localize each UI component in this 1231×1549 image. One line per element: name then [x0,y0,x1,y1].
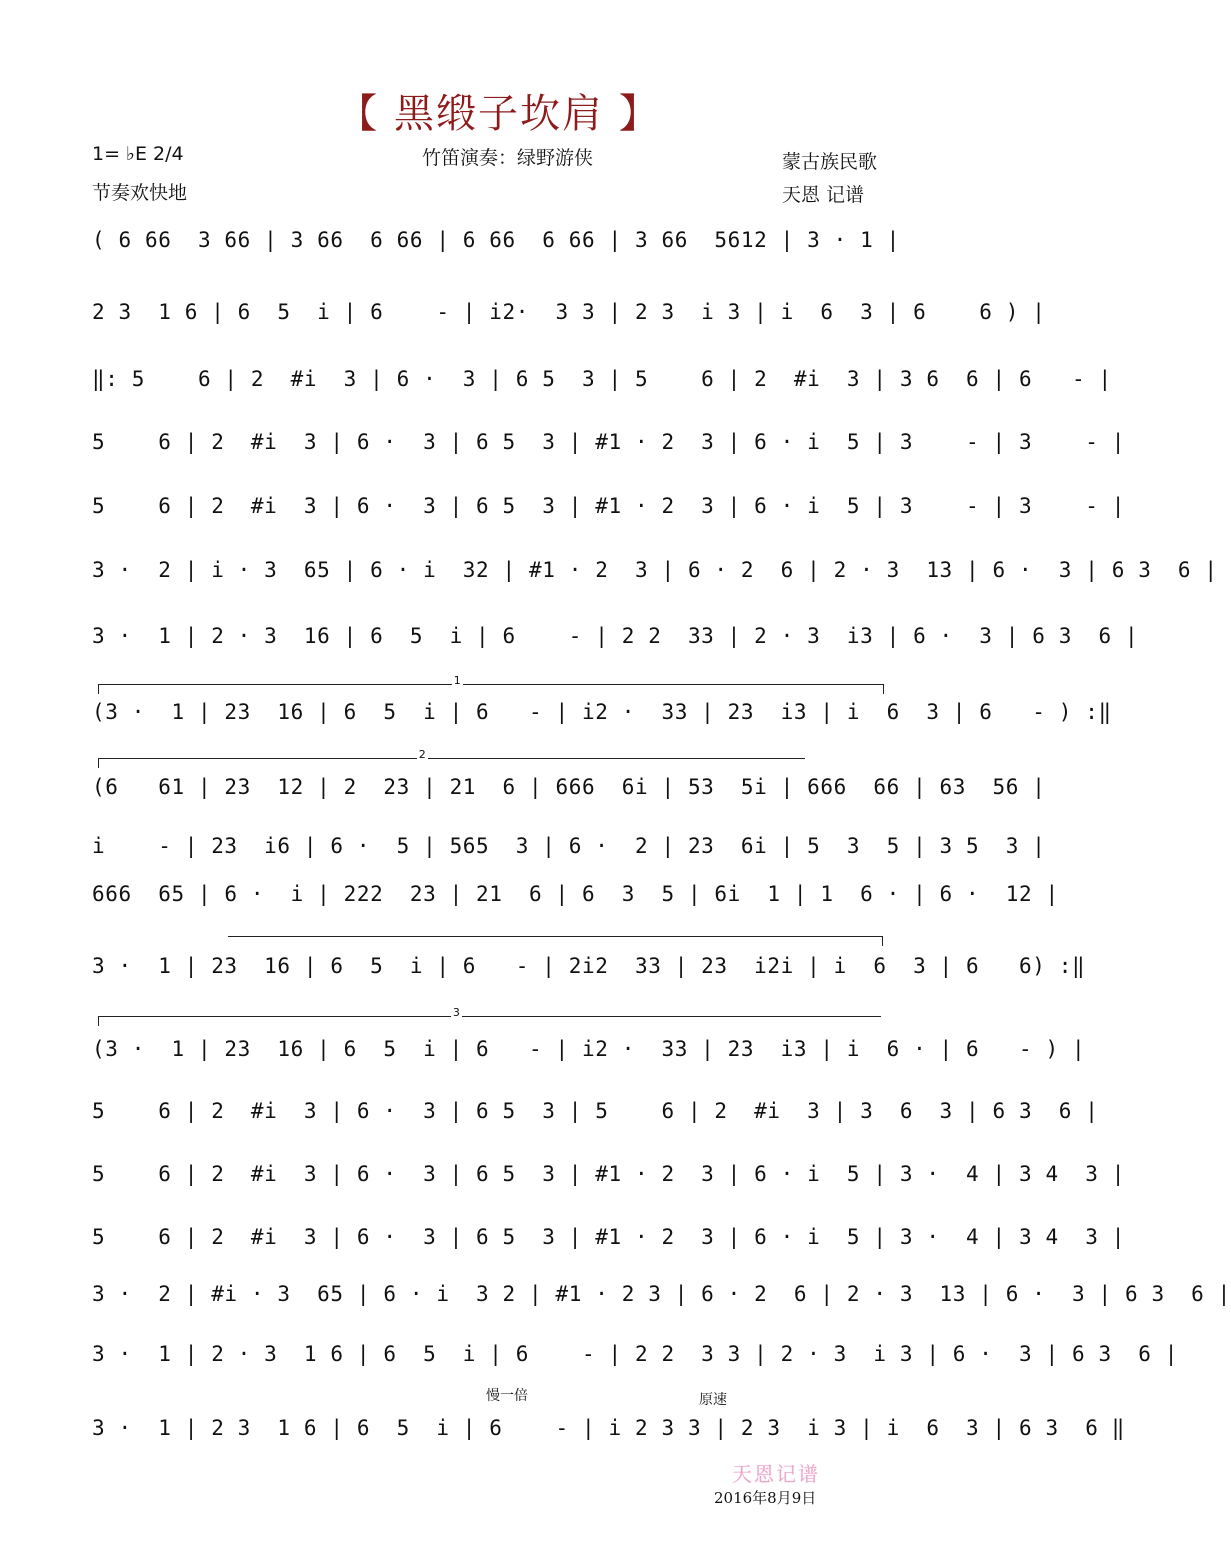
score-line: 3 · 1 | 2 · 3 1 6 | 6 5 i | 6 - | 2 2 3 3 | 2 · 3 i 3 | 6 · 3 | 6 3 6 | [92,1342,1178,1366]
tempo-marking: 节奏欢快地 [92,182,188,204]
score-line: 666 65 | 6 · i | 222 23 | 21 6 | 6 3 5 | 6i 1 | 1 6 · | 6 · 12 | [92,882,1059,906]
score-line: 5 6 | 2 #i 3 | 6 · 3 | 6 5 3 | #1 · 2 3 | 6 · i 5 | 3 · 4 | 3 4 3 | [92,1225,1125,1249]
song-origin: 蒙古族民歌 [782,151,878,173]
original-tempo-annotation: 原速 [699,1392,727,1408]
score-line: 5 6 | 2 #i 3 | 6 · 3 | 6 5 3 | #1 · 2 3 | 6 · i 5 | 3 - | 3 - | [92,494,1125,518]
performer-credit: 竹笛演奏：绿野游侠 [422,147,594,169]
page-title: 【 黑缎子坎肩 】 [337,91,661,137]
watermark: 天恩记谱 [732,1462,820,1486]
score-line: 5 6 | 2 #i 3 | 6 · 3 | 6 5 3 | #1 · 2 3 | 6 · i 5 | 3 - | 3 - | [92,430,1125,454]
transcriber-credit: 天恩 记谱 [782,184,865,206]
slow-tempo-annotation: 慢一倍 [486,1388,528,1404]
score-line: 3 · 2 | #i · 3 65 | 6 · i 3 2 | #1 · 2 3 | 6 · 2 6 | 2 · 3 13 | 6 · 3 | 6 3 6 | [92,1282,1231,1306]
score-line: 3 · 1 | 2 3 1 6 | 6 5 i | 6 - | i 2 3 3 | 2 3 i 3 | i 6 3 | 6 3 6 ‖ [92,1416,1125,1440]
score-line: 3 · 1 | 23 16 | 6 5 i | 6 - | 2i2 33 | 23 i2i | i 6 3 | 6 6) :‖ [92,954,1086,978]
score-line: 5 6 | 2 #i 3 | 6 · 3 | 6 5 3 | 5 6 | 2 #i 3 | 3 6 3 | 6 3 6 | [92,1099,1099,1123]
score-line: (3 · 1 | 23 16 | 6 5 i | 6 - | i2 · 33 | 23 i3 | i 6 3 | 6 - ) :‖ [92,700,1112,724]
volta-bracket-continued [228,936,883,946]
score-line: ‖: 5 6 | 2 #i 3 | 6 · 3 | 6 5 3 | 5 6 | 2 #i 3 | 3 6 6 | 6 - | [92,367,1112,391]
volta-bracket [98,748,805,768]
score-line: 5 6 | 2 #i 3 | 6 · 3 | 6 5 3 | #1 · 2 3 | 6 · i 5 | 3 · 4 | 3 4 3 | [92,1162,1125,1186]
score-line: (3 · 1 | 23 16 | 6 5 i | 6 - | i2 · 33 | 23 i3 | i 6 · | 6 - ) | [92,1037,1086,1061]
volta-label: 3 [452,1006,460,1019]
score-line: (6 61 | 23 12 | 2 23 | 21 6 | 666 6i | 53 5i | 666 66 | 63 56 | [92,775,1046,799]
transcription-date: 2016年8月9日 [714,1489,817,1507]
volta-label: 2 [418,748,426,761]
volta-bracket [98,674,884,694]
volta-bracket [98,1006,881,1026]
score-line: ( 6 66 3 66 | 3 66 6 66 | 6 66 6 66 | 3 66 5612 | 3 · 1 | [92,228,900,252]
score-line: 3 · 2 | i · 3 65 | 6 · i 32 | #1 · 2 3 | 6 · 2 6 | 2 · 3 13 | 6 · 3 | 6 3 6 | [92,558,1218,582]
volta-label: 1 [453,674,461,687]
score-line: 3 · 1 | 2 · 3 16 | 6 5 i | 6 - | 2 2 33 | 2 · 3 i3 | 6 · 3 | 6 3 6 | [92,624,1139,648]
score-line: i - | 23 i6 | 6 · 5 | 565 3 | 6 · 2 | 23 6i | 5 3 5 | 3 5 3 | [92,834,1046,858]
score-line: 2 3 1 6 | 6 5 i | 6 - | i2· 3 3 | 2 3 i 3 | i 6 3 | 6 6 ) | [92,300,1046,324]
key-signature: 1= ♭E 2/4 [92,143,184,165]
